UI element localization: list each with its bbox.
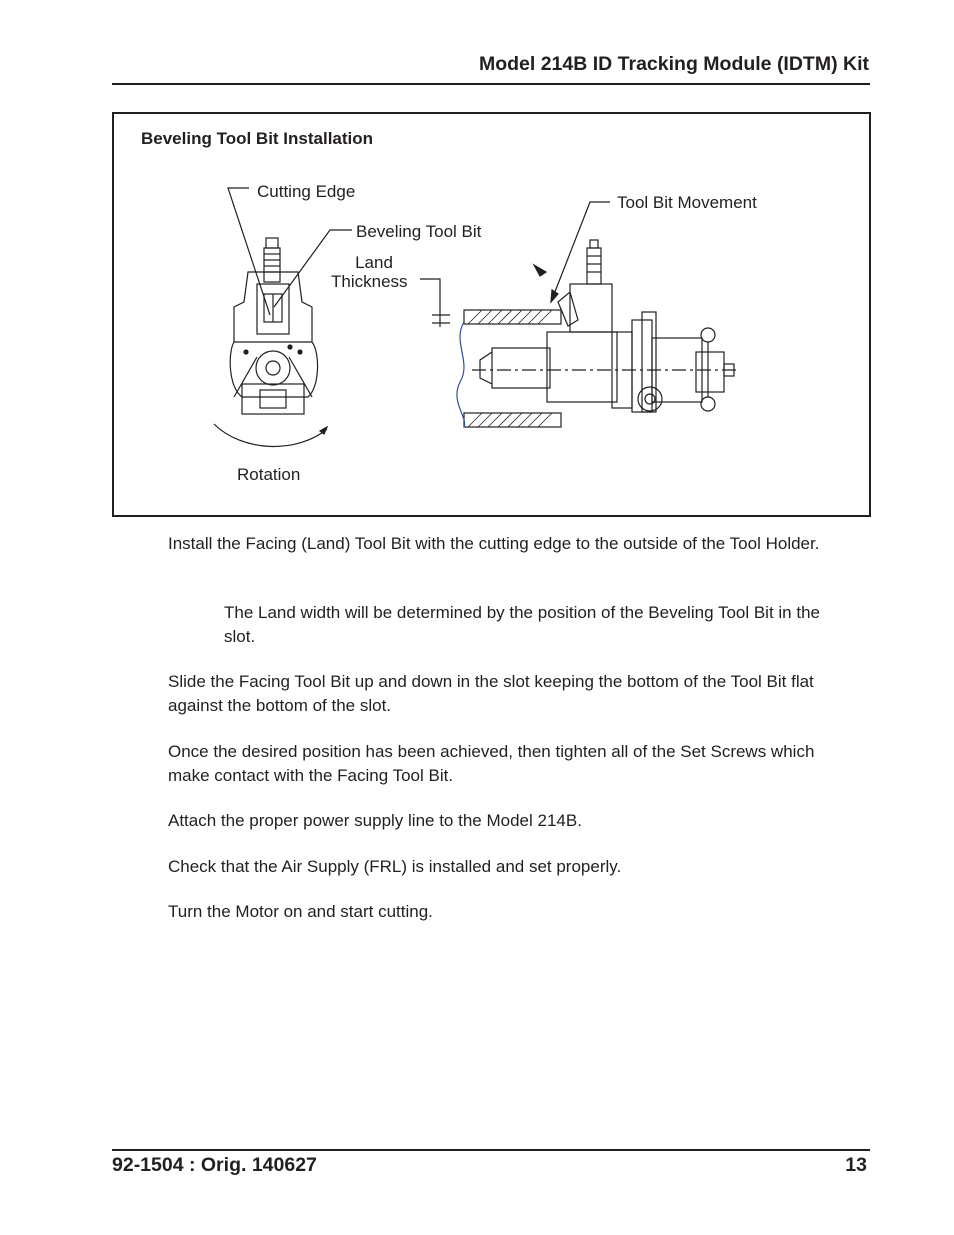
footer-page-number: 13 [845, 1154, 867, 1176]
callout-cutting-edge: Cutting Edge [257, 182, 356, 201]
callout-thickness: Thickness [331, 272, 408, 291]
paragraph-turn-motor-on: Turn the Motor on and start cutting. [168, 902, 433, 921]
paragraph-land-width-note: The Land width will be determined by the position of the Beveling Tool Bit in the slot. [224, 603, 820, 646]
figure-box [112, 112, 871, 517]
paragraph-slide-facing: Slide the Facing Tool Bit up and down in the slot keeping the bottom of the Tool Bit flat against the bottom of the slot. [168, 672, 814, 715]
figure-caption: Beveling Tool Bit Installation [141, 129, 374, 148]
paragraph-install-facing: Install the Facing (Land) Tool Bit with the cutting edge to the outside of the Tool Holder. [168, 534, 820, 553]
callout-beveling-tool-bit: Beveling Tool Bit [356, 222, 482, 241]
header-rule [112, 83, 870, 85]
callout-rotation: Rotation [237, 465, 301, 484]
paragraph-attach-power: Attach the proper power supply line to the Model 214B. [168, 811, 582, 830]
beveling-tool-diagram [114, 114, 869, 515]
paragraph-tighten-set-screws: Once the desired position has been achieved, then tighten all of the Set Screws which make contact with the Facing Tool Bit. [168, 742, 815, 785]
page-header-title: Model 214B ID Tracking Module (IDTM) Kit [478, 53, 869, 75]
callout-land: Land [355, 253, 393, 272]
footer-rule [112, 1149, 870, 1151]
callout-tool-bit-movement: Tool Bit Movement [617, 193, 757, 212]
left-tool-assembly [214, 188, 352, 446]
paragraph-check-air-supply: Check that the Air Supply (FRL) is installed and set properly. [168, 857, 622, 876]
footer-document-number: 92-1504 : Orig. 140627 [112, 1154, 317, 1176]
